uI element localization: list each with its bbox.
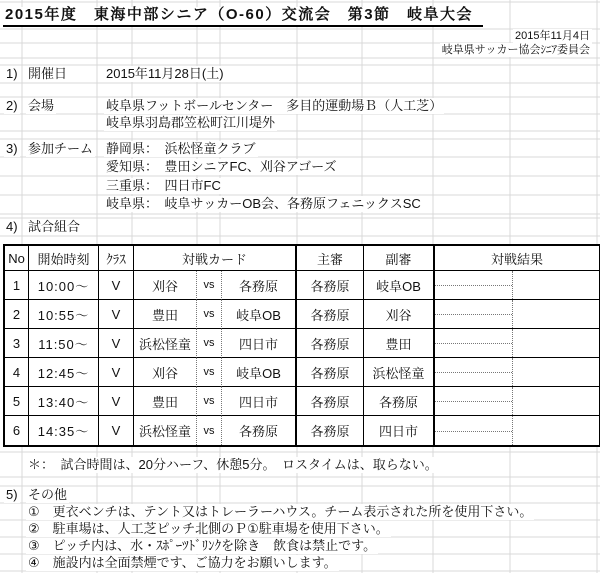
match-class: V <box>99 387 134 416</box>
other-note-1: ① 更衣ベンチは、テント又はトレーラーハウス。チーム表示された所を使用下さい。 <box>28 504 533 519</box>
match-class: V <box>99 416 134 445</box>
match-start-time: 10:00～ <box>29 271 99 300</box>
result-divider-vertical <box>512 387 513 415</box>
vs-label: vs <box>197 271 222 300</box>
match-class: V <box>99 358 134 387</box>
vs-label: vs <box>197 358 222 387</box>
match-start-time: 12:45～ <box>29 358 99 387</box>
match-class: V <box>99 300 134 329</box>
match-start-time: 10:55～ <box>29 300 99 329</box>
other-note-4: ④ 施設内は全面禁煙です、ご協力をお願いします。 <box>28 555 337 570</box>
match-start-time: 11:50～ <box>29 329 99 358</box>
result-divider-horizontal <box>435 372 512 373</box>
other-note-2: ② 駐車場は、人工芝ピッチ北側のＰ①駐車場を使用下さい。 <box>28 521 389 536</box>
col-header-result: 対戦結果 <box>435 246 599 271</box>
match-referee: 各務原 <box>297 271 364 300</box>
page-title: 2015年度 東海中部シニア（O-60）交流会 第3節 岐阜大会 <box>3 7 483 27</box>
match-result-cell <box>435 416 599 445</box>
match-assistant-referee: 浜松怪童 <box>364 358 435 387</box>
match-assistant-referee: 各務原 <box>364 387 435 416</box>
event-date-value: 2015年11月28日(土) <box>106 66 224 81</box>
section1-number: 1) <box>6 66 18 81</box>
match-result-cell <box>435 329 599 358</box>
match-result-cell <box>435 358 599 387</box>
teams-shizuoka: 静岡県： 浜松怪童クラブ <box>106 141 256 156</box>
match-class: V <box>99 271 134 300</box>
match-home-team: 豊田 <box>134 387 197 416</box>
match-referee: 各務原 <box>297 300 364 329</box>
match-home-team: 刈谷 <box>134 271 197 300</box>
result-divider-vertical <box>512 271 513 299</box>
match-assistant-referee: 岐阜OB <box>364 271 435 300</box>
match-away-team: 各務原 <box>222 271 297 300</box>
section3-number: 3) <box>6 141 18 156</box>
section2-number: 2) <box>6 98 18 113</box>
result-divider-vertical <box>512 358 513 386</box>
match-start-time: 13:40～ <box>29 387 99 416</box>
match-away-team: 四日市 <box>222 387 297 416</box>
match-no: 1 <box>5 271 29 300</box>
result-divider-horizontal <box>435 401 512 402</box>
match-no: 4 <box>5 358 29 387</box>
col-header-class: ｸﾗｽ <box>99 246 134 271</box>
section2-label: 会場 <box>28 98 55 113</box>
match-referee: 各務原 <box>297 358 364 387</box>
venue-name: 岐阜県フットボールセンター 多目的運動場Ｂ（人工芝） <box>106 98 443 113</box>
match-referee: 各務原 <box>297 416 364 445</box>
match-schedule-table <box>3 244 600 447</box>
issued-date: 2015年11月4日 <box>514 30 590 42</box>
section5-label: その他 <box>28 487 68 502</box>
match-referee: 各務原 <box>297 387 364 416</box>
teams-gifu: 岐阜県： 岐阜サッカーOB会、各務原フェニックスSC <box>106 196 421 211</box>
section5-number: 5) <box>6 487 18 502</box>
col-header-no: No <box>5 246 29 271</box>
match-duration-note: ＊： 試合時間は、20分ハーフ、休憩5分。 ロスタイムは、取らない。 <box>28 457 438 472</box>
issuing-organization: 岐阜県サッカー協会ｼﾆｱ委員会 <box>441 44 590 56</box>
match-result-cell <box>435 271 599 300</box>
result-divider-vertical <box>512 416 513 445</box>
match-class: V <box>99 329 134 358</box>
match-home-team: 浜松怪童 <box>134 416 197 445</box>
section1-label: 開催日 <box>28 66 68 81</box>
match-away-team: 岐阜OB <box>222 300 297 329</box>
match-start-time: 14:35～ <box>29 416 99 445</box>
match-assistant-referee: 四日市 <box>364 416 435 445</box>
match-result-cell <box>435 300 599 329</box>
result-divider-vertical <box>512 300 513 328</box>
match-away-team: 四日市 <box>222 329 297 358</box>
result-divider-horizontal <box>435 314 512 315</box>
col-header-assistant-referee: 副審 <box>364 246 435 271</box>
section4-number: 4) <box>6 219 18 234</box>
match-home-team: 豊田 <box>134 300 197 329</box>
result-divider-vertical <box>512 329 513 357</box>
vs-label: vs <box>197 416 222 445</box>
match-home-team: 刈谷 <box>134 358 197 387</box>
col-header-referee: 主審 <box>297 246 364 271</box>
result-divider-horizontal <box>435 343 512 344</box>
vs-label: vs <box>197 300 222 329</box>
result-divider-horizontal <box>435 285 512 286</box>
teams-mie: 三重県： 四日市FC <box>106 178 221 193</box>
vs-label: vs <box>197 329 222 358</box>
match-assistant-referee: 刈谷 <box>364 300 435 329</box>
teams-aichi: 愛知県： 豊田シニアFC、刈谷アゴーズ <box>106 159 337 174</box>
venue-address: 岐阜県羽島郡笠松町江川堤外 <box>106 115 276 130</box>
match-no: 3 <box>5 329 29 358</box>
match-result-cell <box>435 387 599 416</box>
result-divider-horizontal <box>435 431 512 432</box>
match-no: 2 <box>5 300 29 329</box>
match-no: 6 <box>5 416 29 445</box>
match-away-team: 岐阜OB <box>222 358 297 387</box>
match-away-team: 各務原 <box>222 416 297 445</box>
match-home-team: 浜松怪童 <box>134 329 197 358</box>
section4-label: 試合組合 <box>28 219 81 234</box>
section3-label: 参加チーム <box>28 141 94 156</box>
other-note-3: ③ ピッチ内は、水・ｽﾎﾟｰﾂﾄﾞﾘﾝｸを除き 飲食は禁止です。 <box>28 538 377 553</box>
vs-label: vs <box>197 387 222 416</box>
match-referee: 各務原 <box>297 329 364 358</box>
col-header-start-time: 開始時刻 <box>29 246 99 271</box>
match-assistant-referee: 豊田 <box>364 329 435 358</box>
col-header-match-card: 対戦カード <box>134 246 297 271</box>
match-no: 5 <box>5 387 29 416</box>
